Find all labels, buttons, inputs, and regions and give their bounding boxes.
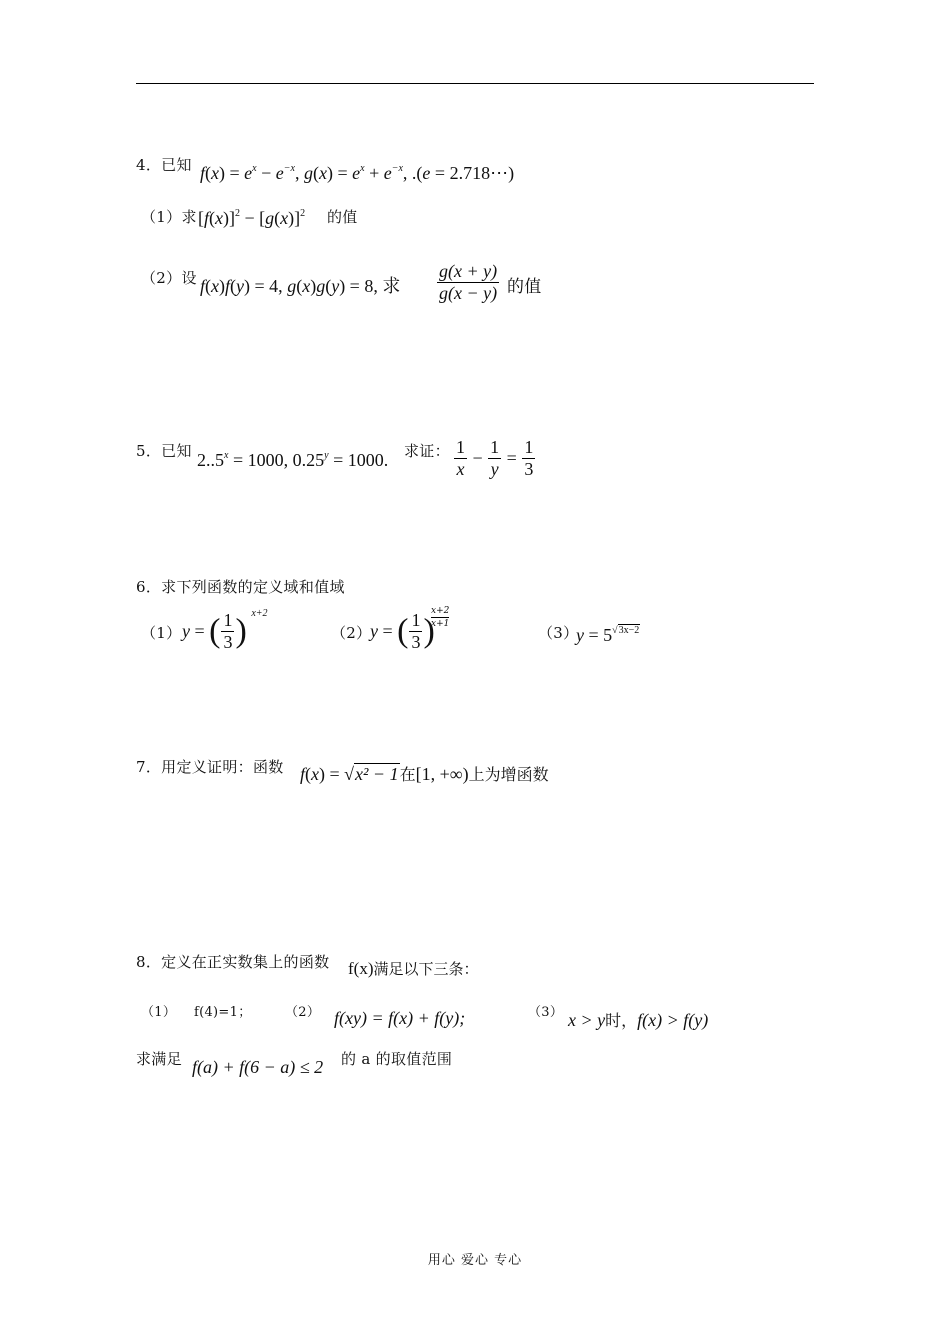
q8-cond3: x > y时，f(x) > f(y)	[568, 1010, 709, 1030]
q4-formula: $f(x) = e^x - e^{-x}$, $g(x) = e^x + e^{-x}$, .(e = 2.718⋯)	[200, 163, 515, 183]
page-footer: 用心 爱心 专心	[427, 1253, 523, 1268]
header-rule	[136, 83, 814, 84]
q4-part2-formula: f(x)f(y) = 4, g(x)g(y) = 8, 求	[200, 276, 401, 296]
q6-label: 6．求下列函数的定义域和值域	[136, 578, 345, 596]
q8-fx: f(x)满足以下三条：	[348, 959, 479, 978]
q5-frac1-num: 1	[456, 437, 465, 457]
q4-part2-label: （2）设	[141, 269, 197, 287]
q6-part3-label: （3）	[538, 624, 579, 642]
q4-fraction-denominator: g(x − y)	[439, 283, 498, 303]
q7-interval: 1, +∞	[421, 764, 463, 784]
q6-part2-label: （2）	[331, 624, 372, 642]
q7-label: 7．用定义证明：函数	[136, 758, 284, 776]
q5-equation: $\frac{1}{x}$ − $\frac{1}{y}$ = $\frac{1}{3}$	[456, 437, 534, 479]
q5-frac3-num: 1	[524, 437, 534, 457]
q8-cond1: f(4)=1；	[194, 1005, 252, 1020]
q6-part2-exponent	[431, 605, 449, 630]
q6-part1-formula: y = ( $\frac{1}{3}$ ) $^{x+2}$	[182, 607, 268, 652]
q8-cond2-label: （2）	[285, 1005, 321, 1020]
q8-ask-label: 求满足	[136, 1050, 182, 1068]
q5-prove-label: 求证：	[404, 442, 450, 460]
q6-part2-exp-num: x+2	[431, 606, 450, 616]
q6-part3-formula: $y = 5^{√3x-2}$	[576, 625, 640, 645]
q8-cond1-label: （1）	[141, 1005, 177, 1020]
q7-formula: f(x) = √x² − 1在[1, +∞)上为增函数	[300, 764, 549, 784]
q4-part1-label: （1）求	[141, 208, 197, 226]
q6-part2-exp-den: x+1	[431, 619, 450, 629]
q6-part1-frac-den: 3	[223, 632, 233, 652]
q4-part1-formula: $[f(x)]^2 - [g(x)]^2$	[198, 208, 306, 228]
q7-suffix: 上为增函数	[468, 765, 549, 784]
q6-part1-label: （1）	[141, 624, 182, 642]
q4-label: 4．已知	[136, 156, 192, 174]
q6-part2-frac-num: 1	[411, 610, 421, 630]
q5-formula: $2..5^x = 1000$, $0.25^y = 1000$.	[197, 450, 389, 470]
q8-cond2: f(xy) = f(x) + f(y);	[334, 1008, 466, 1028]
q6-part1-frac-num: 1	[223, 610, 233, 630]
q4-part2-fraction	[436, 261, 500, 304]
q4-part2-suffix: 的值	[507, 277, 542, 297]
q5-frac2-den: y	[490, 459, 499, 479]
q7-radicand: x² − 1	[355, 764, 399, 784]
q4-part1-suffix: 的值	[327, 208, 358, 226]
q5-label: 5．已知	[136, 442, 192, 460]
q6-part1-exponent: x+2	[251, 607, 268, 619]
q8-ask-suffix: 的 a 的取值范围	[341, 1050, 453, 1068]
q8-label: 8．定义在正实数集上的函数	[136, 953, 330, 971]
q5-frac2-num: 1	[490, 437, 500, 457]
q5-frac3-den: 3	[524, 459, 534, 479]
q8-ask-formula: f(a) + f(6 − a) ≤ 2	[192, 1057, 324, 1077]
q6-part3-radicand: 3x−2	[618, 625, 640, 636]
q8-cond3-label: （3）	[528, 1005, 564, 1020]
q5-frac1-den: x	[456, 459, 465, 479]
q4-fraction-numerator: g(x + y)	[439, 261, 498, 281]
q6-part2-frac-den: 3	[411, 632, 421, 652]
q6-part2-formula: y = ( $\frac{1}{3}$ )	[370, 610, 435, 652]
